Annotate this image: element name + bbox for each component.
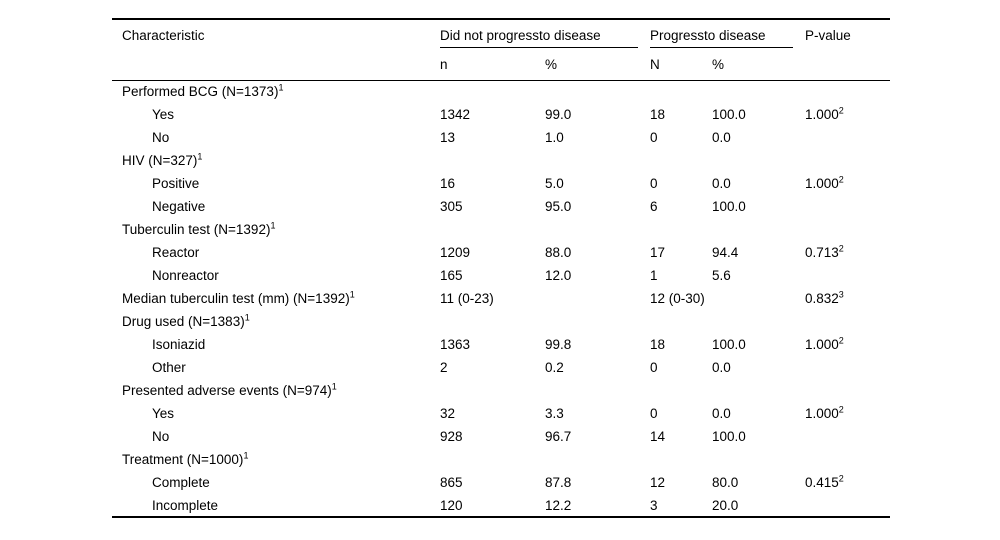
- row-label: Negative: [152, 199, 206, 214]
- row-label: Nonreactor: [152, 268, 219, 283]
- cell-pvalue: 0.415: [805, 475, 839, 490]
- pvalue-superscript: 3: [838, 289, 844, 300]
- cell-n-group2: 18: [650, 337, 666, 352]
- row-label: Isoniazid: [152, 337, 206, 352]
- table-row: [112, 264, 890, 287]
- cell-n-group2: 0: [650, 130, 658, 145]
- cell-n-group1: 13: [440, 130, 456, 145]
- cell-n-group2: [650, 80, 712, 103]
- table-row: [112, 356, 890, 379]
- pvalue-superscript: 2: [838, 404, 844, 415]
- table-row: [112, 494, 890, 517]
- cell-n-group1: 1209: [440, 245, 471, 260]
- cell-n-group2: 1: [650, 268, 658, 283]
- cell-pct-group2: 100.0: [712, 337, 746, 352]
- cell-pct-group1: [545, 448, 650, 471]
- header-row-groups: [112, 19, 890, 50]
- cell-n-group2: 17: [650, 245, 666, 260]
- cell-n-group2: 6: [650, 199, 658, 214]
- cell-pct-group2: [712, 218, 805, 241]
- cell-pvalue: 1.000: [805, 107, 839, 122]
- characteristics-table: [112, 18, 890, 518]
- cell-pct-group2: 100.0: [712, 107, 746, 122]
- row-label: Other: [152, 360, 186, 375]
- cell-n-group1: [440, 379, 545, 402]
- cell-pct-group1: [545, 310, 650, 333]
- cell-n-group2: [650, 379, 712, 402]
- row-label-superscript: 1: [244, 312, 250, 323]
- header-pct-group1: %: [545, 50, 650, 80]
- table-row: [112, 218, 890, 241]
- cell-pct-group1: 0.2: [545, 360, 564, 375]
- cell-n-group1: 32: [440, 406, 456, 421]
- cell-pct-group1: 95.0: [545, 199, 572, 214]
- header-group-no-progress: [440, 19, 650, 50]
- cell-n-group2: 14: [650, 429, 666, 444]
- pvalue-superscript: 2: [838, 243, 844, 254]
- cell-n-group1: 305: [440, 199, 463, 214]
- cell-pct-group2: [712, 287, 805, 310]
- cell-pct-group2: 0.0: [712, 360, 731, 375]
- cell-n-group1: [440, 218, 545, 241]
- cell-n-group1: [440, 80, 545, 103]
- cell-pct-group1: 12.0: [545, 268, 572, 283]
- row-label: Positive: [152, 176, 200, 191]
- pvalue-superscript: 2: [838, 473, 844, 484]
- header-characteristic: Characteristic: [112, 19, 440, 80]
- header-group-progress: [650, 19, 805, 50]
- table-row: [112, 172, 890, 195]
- table-row: [112, 103, 890, 126]
- row-label: Drug used (N=1383): [122, 314, 245, 329]
- table-row: [112, 333, 890, 356]
- cell-pct-group1: [545, 218, 650, 241]
- cell-pct-group2: 0.0: [712, 406, 731, 421]
- row-label: Performed BCG (N=1373): [122, 84, 279, 100]
- cell-n-group1: 928: [440, 429, 463, 444]
- table-row: [112, 80, 890, 103]
- cell-pvalue: 0.832: [805, 291, 839, 306]
- header-group-no-progress-label: Did not progressto disease: [440, 20, 638, 48]
- table-row: [112, 448, 890, 471]
- cell-n-group1: 120: [440, 497, 463, 513]
- cell-n-group1: 11 (0-23): [440, 291, 494, 306]
- cell-pct-group2: [712, 80, 805, 103]
- cell-pct-group1: 12.2: [545, 497, 572, 513]
- row-label-superscript: 1: [270, 220, 276, 231]
- table-row: [112, 310, 890, 333]
- cell-pct-group1: [545, 287, 650, 310]
- table-row: [112, 471, 890, 494]
- pvalue-superscript: 2: [838, 105, 844, 116]
- table-row: [112, 379, 890, 402]
- cell-n-group2: [650, 310, 712, 333]
- row-label-superscript: 1: [243, 450, 249, 461]
- cell-pct-group2: 80.0: [712, 475, 739, 490]
- cell-pvalue: 1.000: [805, 337, 839, 352]
- table-row: [112, 195, 890, 218]
- cell-pvalue: 0.713: [805, 245, 839, 260]
- row-label: No: [152, 130, 170, 145]
- cell-n-group1: 1363: [440, 337, 471, 352]
- row-label-superscript: 1: [349, 289, 355, 300]
- table-body: [112, 80, 890, 517]
- table-row: [112, 241, 890, 264]
- cell-pct-group1: 99.0: [545, 107, 572, 122]
- cell-n-group2: 0: [650, 176, 658, 191]
- cell-n-group1: 2: [440, 360, 448, 375]
- cell-n-group1: 1342: [440, 107, 471, 122]
- row-label-superscript: 1: [197, 151, 203, 162]
- pvalue-superscript: 2: [838, 335, 844, 346]
- cell-pct-group2: 0.0: [712, 176, 731, 191]
- cell-pct-group1: [545, 379, 650, 402]
- cell-n-group1: 165: [440, 268, 463, 283]
- row-label: Treatment (N=1000): [122, 452, 244, 467]
- row-label: No: [152, 429, 170, 444]
- cell-pct-group2: [712, 310, 805, 333]
- cell-n-group2: 0: [650, 360, 658, 375]
- row-label: Tuberculin test (N=1392): [122, 222, 271, 237]
- cell-n-group2: [650, 218, 712, 241]
- cell-n-group2: 18: [650, 107, 666, 122]
- cell-pct-group1: 3.3: [545, 406, 564, 421]
- row-label: HIV (N=327): [122, 153, 198, 168]
- pvalue-superscript: 2: [838, 174, 844, 185]
- header-n-group1: n: [440, 50, 545, 80]
- cell-pct-group2: [712, 379, 805, 402]
- cell-pct-group2: 100.0: [712, 199, 746, 214]
- cell-n-group2: [650, 448, 712, 471]
- table-row: [112, 149, 890, 172]
- cell-n-group1: 865: [440, 475, 463, 490]
- cell-pct-group1: 99.8: [545, 337, 572, 352]
- header-pct-group2: %: [712, 50, 805, 80]
- row-label: Yes: [152, 406, 175, 421]
- table-header: [112, 19, 890, 80]
- cell-pct-group1: 88.0: [545, 245, 572, 260]
- row-label: Complete: [152, 475, 210, 490]
- row-label-superscript: 1: [331, 381, 337, 392]
- cell-n-group1: [440, 310, 545, 333]
- table-row: [112, 402, 890, 425]
- cell-n-group2: 12 (0-30): [650, 291, 705, 306]
- cell-pct-group2: 20.0: [712, 497, 739, 513]
- cell-pct-group2: 5.6: [712, 268, 731, 283]
- header-n-group2: N: [650, 50, 712, 80]
- row-label: Presented adverse events (N=974): [122, 383, 332, 398]
- cell-pct-group1: [545, 80, 650, 103]
- cell-n-group1: [440, 149, 545, 172]
- cell-n-group1: [440, 448, 545, 471]
- table-row: [112, 425, 890, 448]
- cell-pct-group1: 96.7: [545, 429, 572, 444]
- cell-pct-group2: 0.0: [712, 130, 731, 145]
- cell-pct-group2: 94.4: [712, 245, 739, 260]
- row-label: Yes: [152, 107, 175, 122]
- cell-n-group1: 16: [440, 176, 456, 191]
- cell-pct-group2: [712, 149, 805, 172]
- cell-n-group2: 0: [650, 406, 658, 421]
- table-row: [112, 126, 890, 149]
- header-pvalue: P-value: [805, 19, 890, 80]
- cell-n-group2: [650, 149, 712, 172]
- row-label: Median tuberculin test (mm) (N=1392): [122, 291, 350, 306]
- cell-pct-group1: 87.8: [545, 475, 572, 490]
- header-group-progress-label: Progressto disease: [650, 20, 793, 48]
- row-label: Reactor: [152, 245, 200, 260]
- cell-pct-group1: 5.0: [545, 176, 564, 191]
- cell-pct-group2: 100.0: [712, 429, 746, 444]
- cell-pct-group1: [545, 149, 650, 172]
- row-label-superscript: 1: [278, 82, 284, 93]
- cell-n-group2: 3: [650, 497, 658, 513]
- cell-n-group2: 12: [650, 475, 666, 490]
- cell-pvalue: 1.000: [805, 406, 839, 421]
- row-label: Incomplete: [152, 497, 219, 513]
- table-row: [112, 287, 890, 310]
- cell-pvalue: 1.000: [805, 176, 839, 191]
- cell-pct-group2: [712, 448, 805, 471]
- cell-pct-group1: 1.0: [545, 130, 564, 145]
